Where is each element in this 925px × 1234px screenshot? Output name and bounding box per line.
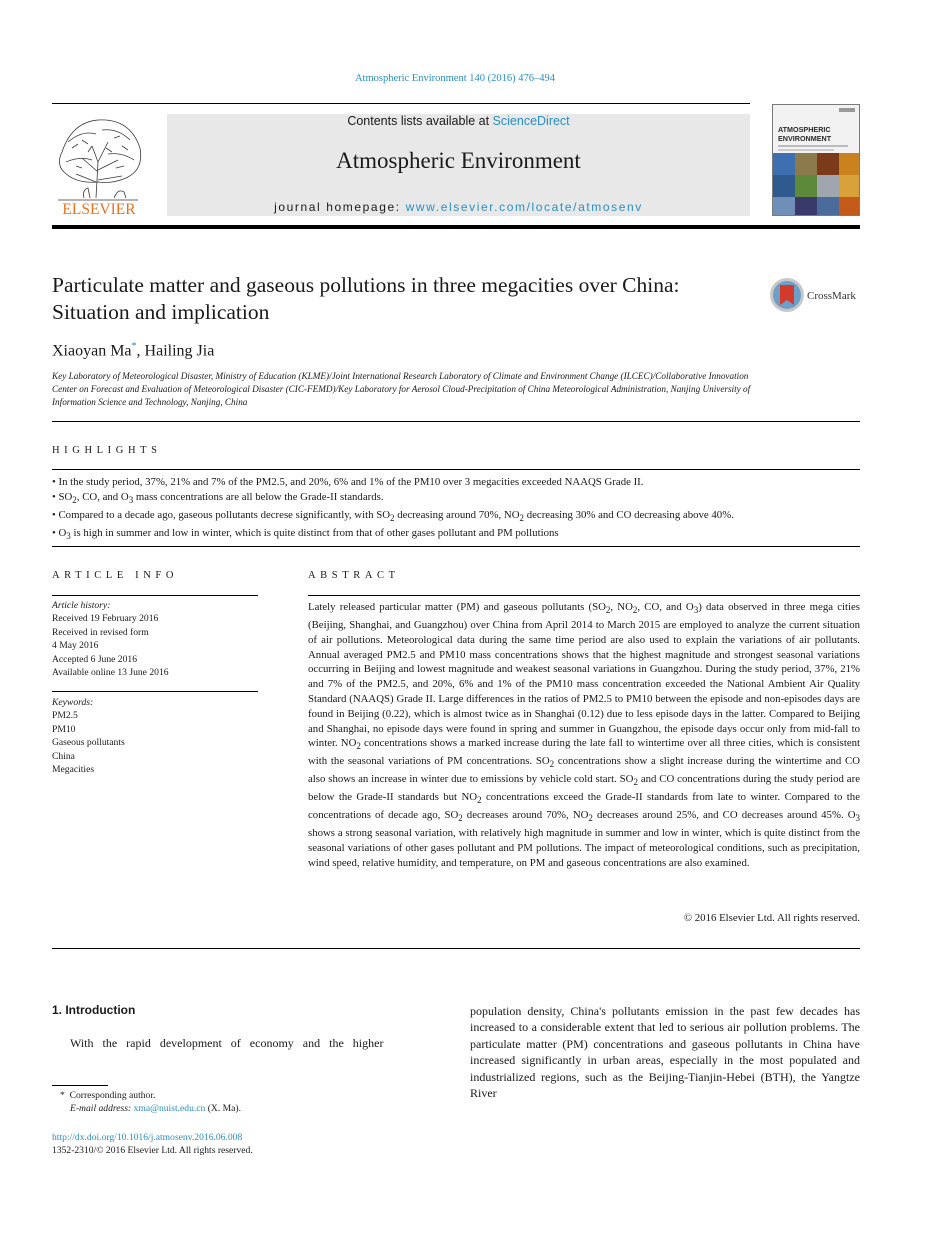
intro-paragraph-left: With the rapid development of economy and the higher <box>70 1036 384 1050</box>
highlight-item: • Compared to a decade ago, gaseous pollutants decrese significantly, with $SO_2$ decreasing around 70%, $NO_2$ decreasing 30% and CO decreasing above 40%. <box>52 509 734 524</box>
highlights-list <box>52 475 872 544</box>
article-title: Particulate matter and gaseous pollutions in three megacities over China: Situation and implication <box>52 273 680 324</box>
svg-text:CrossMark: CrossMark <box>807 290 856 302</box>
history-label: Article history: <box>52 600 111 611</box>
elsevier-logo <box>52 112 146 216</box>
keyword: China <box>52 750 75 762</box>
issn-line: 1352-2310/© 2016 Elsevier Ltd. All rights reserved. <box>52 1145 253 1157</box>
section-heading-introduction: 1. Introduction <box>52 1003 136 1017</box>
journal-banner <box>167 114 750 216</box>
elsevier-tree-icon <box>52 112 146 216</box>
corresponding-author-mark[interactable]: * <box>131 341 137 352</box>
divider <box>52 469 860 470</box>
keyword: PM2.5 <box>52 710 78 722</box>
abstract-copyright: © 2016 Elsevier Ltd. All rights reserved. <box>683 912 860 924</box>
contents-line: Contents lists available at ScienceDirect <box>347 114 570 128</box>
homepage-link[interactable]: www.elsevier.com/locate/atmosenv <box>405 200 643 214</box>
author-name: Hailing Jia <box>144 342 215 360</box>
keyword: Gaseous pollutants <box>52 737 125 749</box>
abstract-text: Lately released particular matter (PM) and gaseous pollutants ($SO_2$, $NO_2$, CO, and $O_3$) data observed in three mega cities (Beijing, Shanghai, and Guangzhou) over China from April 2014 to March 2015 are employed to analyze the current situation of air pollutions. Meteorological data during the same time period are also used to explain the variations of air pollutants. Annual averaged PM2.5 and PM10 mass concentrations shows that the highest magnitude and strongest seasonal variations occurring in Beijing and lowest magnitude and weakest seasonal variations in Guangzhou. During the study period, 37%, 21% and 7% of the PM2.5, and 20%, 6% and 1% of the PM10 mass concentration exceeded the National Ambient Air Quality Standard (NAAQS) Grade II. Large differences in the ratios of PM2.5 to PM10 between the episode and non-episodes days are found in Beijing (0.22), which is almost twice as in Shanghai (0.12) due to less episode days in the latter. Compared to Beijing and Shanghai, no episode days were found in spring and summer in Guangzhou, the episode days occur only from mid-fall to winter. $NO_2$ concentrations shows a marked increase during the late fall to wintertime over all three cities, which is consistent with the seasonal variations of PM concentrations. $SO_2$ concentrations show a slight increase during the wintertime and CO also shows an increase in winter due to emissions by vehicle cold start. $SO_2$ and CO concentrations during the study period are below the Grade-II standards but $NO_2$ concentrations exceed the Grade-II standards from late to winter. Compared to the concentrations of decade ago, $SO_2$ decreases around 70%, $NO_2$ decreases around 25%, and CO decreases around 45%. $O_3$ shows a strong seasonal variation, with relatively high magnitude in summer and low in winter, which is quite distinct from the seasonal variations of other gases pollutant and PM pollutions. The impact of meteorological conditions, such as precipitation, wind speed, relative humidity, and temperature, on PM and gaseous concentrations are also examined. <box>308 601 861 869</box>
author-name: Xiaoyan Ma <box>52 342 132 360</box>
keywords <box>52 696 125 776</box>
author-list: Xiaoyan Ma*, Hailing Jia <box>52 341 215 360</box>
doi-block <box>52 1131 253 1158</box>
divider <box>52 546 860 547</box>
affiliation: Key Laboratory of Meteorological Disaster, Ministry of Education (KLME)/Joint International Research Laboratory of Climate and Environment Change (ILCEC)/Collaborative Innovation Center on Forecast and Evaluation of Meteorological Disaster (CIC-FEMD)/Key Laboratory for Aerosol Cloud-Precipitation of China Meteorological Administration, Nanjing University of Information Science and Technology, Nanjing, China <box>52 371 751 408</box>
divider <box>52 948 860 949</box>
journal-citation[interactable]: Atmospheric Environment 140 (2016) 476–494 <box>354 73 556 84</box>
svg-text:ATMOSPHERIC: ATMOSPHERIC <box>778 125 831 134</box>
divider <box>52 595 258 596</box>
intro-paragraph-right: population density, China's pollutants emission in the past few decades has increased to a considerable extent that led to serious air pollution problems. The particulate matter (PM) concentrations and gaseous pollutants in China have increased significantly in urban areas, especially in the most populated and industrialized regions, such as the Beijing-Tianjin-Hebei (BTH), the Yangtze River <box>470 1004 860 1101</box>
received-date: Received 19 February 2016 <box>52 613 159 625</box>
revised-label: Received in revised form <box>52 626 149 638</box>
article-history <box>52 599 169 679</box>
header-top-rule <box>52 103 750 104</box>
crossmark-icon <box>769 276 861 314</box>
journal-homepage: journal homepage: www.elsevier.com/locate/atmosenv <box>274 200 643 214</box>
svg-text:ENVIRONMENT: ENVIRONMENT <box>778 134 832 143</box>
journal-cover-image <box>772 104 860 216</box>
corresponding-author-footnote: * Corresponding author. E-mail address: xma@nuist.edu.cn (X. Ma). <box>60 1090 242 1115</box>
journal-title: Atmospheric Environment <box>336 148 581 173</box>
svg-text:ELSEVIER: ELSEVIER <box>62 201 136 216</box>
header-bottom-rule <box>52 225 860 229</box>
divider <box>308 595 860 596</box>
divider <box>52 421 860 422</box>
divider <box>52 691 258 692</box>
keyword: Megacities <box>52 764 95 776</box>
online-date: Available online 13 June 2016 <box>52 667 169 679</box>
revised-date: 4 May 2016 <box>52 640 99 652</box>
highlight-item: • $O_3$ is high in summer and low in winter, which is quite distinct from that of other gases pollutant and PM pollutions <box>52 527 559 542</box>
footnote-rule <box>52 1085 108 1086</box>
accepted-date: Accepted 6 June 2016 <box>52 653 137 665</box>
keyword: PM10 <box>52 723 76 735</box>
sciencedirect-link[interactable]: ScienceDirect <box>492 114 570 128</box>
abstract-heading: ABSTRACT <box>308 570 400 581</box>
article-info-heading: ARTICLE INFO <box>52 570 179 581</box>
highlight-item: • In the study period, 37%, 21% and 7% of the PM2.5, and 20%, 6% and 1% of the PM10 over 3 megacities exceeded NAAQS Grade II. <box>52 476 644 488</box>
highlights-heading: HIGHLIGHTS <box>52 445 162 456</box>
crossmark-badge[interactable] <box>769 276 861 319</box>
email-link[interactable]: xma@nuist.edu.cn <box>133 1103 206 1115</box>
keywords-label: Keywords: <box>52 697 94 708</box>
highlight-item: • $SO_2$, CO, and $O_3$ mass concentrations are all below the Grade-II standards. <box>52 491 384 506</box>
doi-link[interactable]: http://dx.doi.org/10.1016/j.atmosenv.2016.06.008 <box>52 1132 243 1143</box>
